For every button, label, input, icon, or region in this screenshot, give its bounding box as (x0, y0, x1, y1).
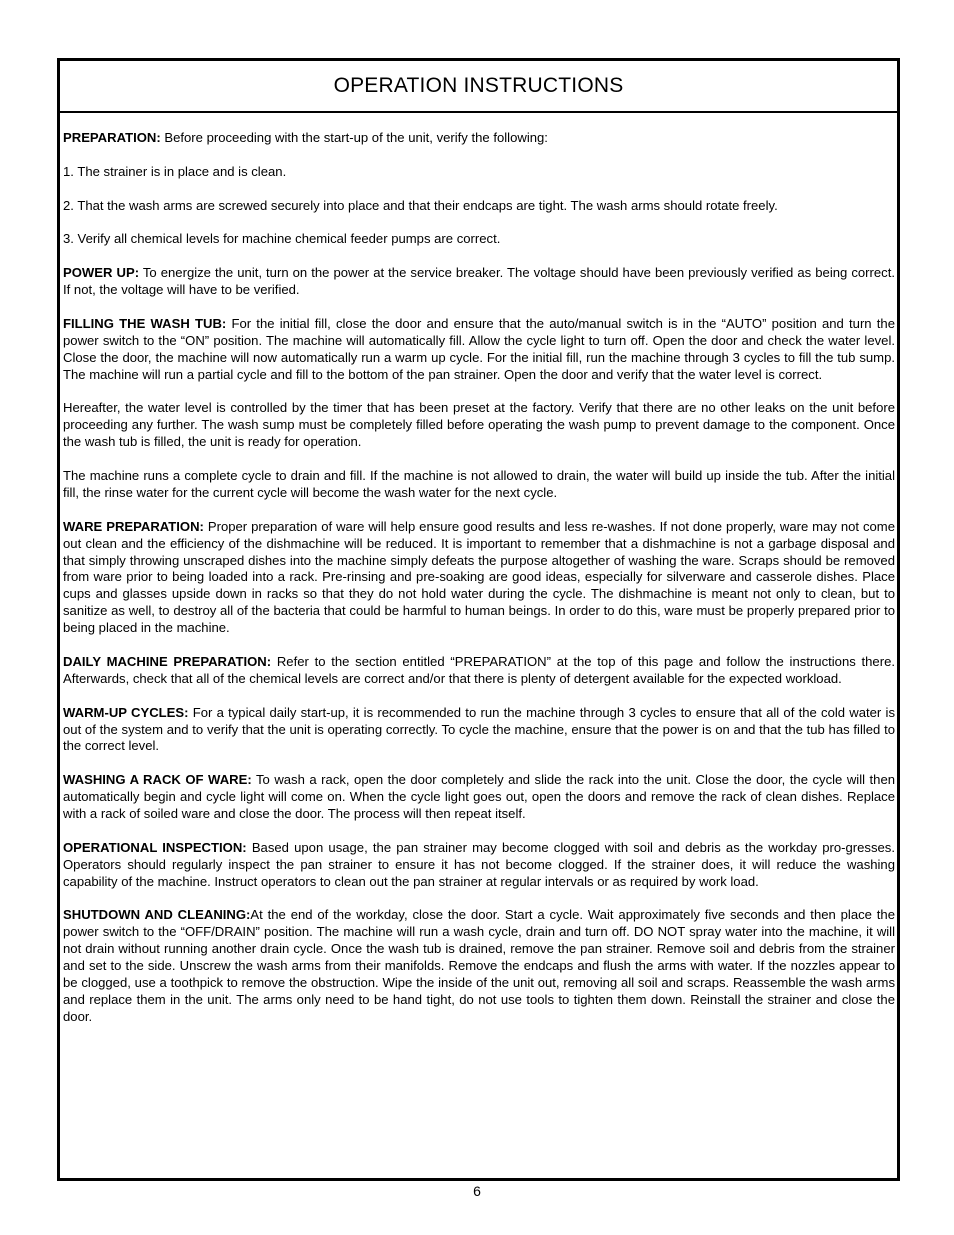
section-text: Before proceeding with the start-up of the unit, verify the following: (160, 130, 548, 145)
section-preparation (63, 130, 895, 147)
section-text: 1. The strainer is in place and is clean. (63, 163, 287, 179)
section-operational-inspection (63, 840, 895, 891)
section-text: To energize the unit, turn on the power at the service breaker. The voltage should have been previously verified as being correct. If not, the voltage will have to be verified. (63, 265, 895, 298)
section-heading: WARM-UP CYCLES: (63, 704, 189, 720)
paragraph-water-level (63, 400, 895, 451)
section-text: 2. That the wash arms are screwed securely into place and that their endcaps are tight. The wash arms should rotate freely. (63, 197, 778, 213)
section-heading: WARE PREPARATION: (63, 518, 204, 534)
section-text: Refer to the section entitled “PREPARATION” at the top of this page and follow the instructions there. Afterwards, check that all of the chemical levels are correct and/or that there is plenty of detergent available for the expected workload. (63, 653, 895, 686)
checklist-item-2 (63, 198, 895, 215)
section-text: For a typical daily start-up, it is recommended to run the machine through 3 cycles to ensure that all of the cold water is out of the system and to verify that the unit is operating correctly. To cycle the machine, ensure that the power is on and that the tub has filled to the correct level. (63, 704, 895, 754)
section-heading: SHUTDOWN AND CLEANING: (63, 907, 251, 923)
section-daily-machine-preparation (63, 654, 895, 688)
section-text: At the end of the workday, close the door. Start a cycle. Wait approximately five seconds and then place the power switch to the “OFF/DRAIN” position. The machine will run a wash cycle, drain and turn off. DO NOT spray water into the machine, it will not drain without running another drain cycle. Once the wash tub is drained, remove the pan strainer. Remove soil and debris from the strainer and set to the side. Unscrew the wash arms from their manifolds. Remove the endcaps and flush the arms with water. If the nozzles appear to be clogged, use a toothpick to remove the obstruction. Wipe the inside of the unit out, removing all soil and scraps. Reassemble the wash arms and replace them in the unit. The arms only need to be hand tight, do not use tools to tighten them down. Reinstall the strainer and close the door. (63, 907, 895, 1024)
section-text: For the initial fill, close the door and ensure that the auto/manual switch is in the “AUTO” position and turn the power switch to the “ON” position. The machine will automatically fill. Allow the cycle light to turn off. Open the door and check the water level. Close the door, the machine will now automatically run a warm up cycle. For the initial fill, run the machine through 3 cycles to fill the tub sump. The machine will run a partial cycle and fill to the bottom of the pan strainer. Open the door and verify that the water level is correct. (63, 315, 895, 382)
checklist-item-3 (63, 231, 895, 248)
section-warm-up-cycles (63, 705, 895, 756)
paragraph-drain-fill (63, 468, 895, 502)
section-washing-rack (63, 772, 895, 823)
section-text: To wash a rack, open the door completely and slide the rack into the unit. Close the door, the cycle will then automatically begin and cycle light will come on. When the cycle light goes out, open the doors and remove the rack of clean dishes. Replace with a rack of soiled ware and close the door. The process will then repeat itself. (63, 772, 896, 822)
section-text: Proper preparation of ware will help ensure good results and less re-washes. If not done properly, ware may not come out clean and the efficiency of the dishmachine will be reduced. It is important to remember that a dishmachine is not a garbage disposal and that simply throwing unscraped dishes into the machine simply defeats the purpose altogether of washing the ware. Scraps should be removed from ware prior to being loaded into a rack. Pre-rinsing and pre-soaking are good ideas, especially for silverware and casserole dishes. Place cups and glasses upside down in racks so that they do not hold water during the cycle. The dishmachine is meant not only to clean, but to sanitize as well, to destroy all of the bacteria that could be harmful to human beings. In order to do this, ware must be properly prepared prior to being placed in the machine. (63, 518, 895, 636)
section-text: 3. Verify all chemical levels for machine chemical feeder pumps are correct. (63, 231, 501, 247)
section-heading: FILLING THE WASH TUB: (63, 315, 227, 331)
section-text: Based upon usage, the pan strainer may become clogged with soil and debris as the workday pro-gresses. Operators should regularly inspect the pan strainer to ensure it has not become clogged. If the strainer does, it will reduce the washing capability of the machine. Instruct operators to clean out the pan strainer at regular intervals or as required by work load. (63, 839, 895, 889)
page-title: OPERATION INSTRUCTIONS (60, 61, 897, 113)
instructions-body (60, 113, 897, 1026)
page-number: 6 (473, 1183, 481, 1199)
instructions-frame (57, 58, 900, 1181)
section-ware-preparation (63, 519, 895, 637)
section-heading: PREPARATION: (63, 130, 161, 145)
section-heading: POWER UP: (63, 265, 140, 281)
section-heading: OPERATIONAL INSPECTION: (63, 839, 247, 855)
section-text: Hereafter, the water level is controlled by the timer that has been preset at the factory. Verify that there are no other leaks on the unit before proceeding any further. The wash sump must be completely filled before operating the wash pump to prevent damage to the component. Once the wash tub is filled, the unit is ready for operation. (63, 400, 895, 450)
section-heading: DAILY MACHINE PREPARATION: (63, 653, 272, 669)
section-text: The machine runs a complete cycle to drain and fill. If the machine is not allowed to drain, the water will build up inside the tub. After the initial fill, the rinse water for the current cycle will become the wash water for the next cycle. (63, 468, 895, 500)
section-filling-wash-tub (63, 316, 895, 384)
section-power-up (63, 265, 895, 299)
section-shutdown-cleaning (63, 907, 895, 1025)
section-heading: WASHING A RACK OF WARE: (63, 772, 252, 788)
checklist-item-1 (63, 164, 895, 181)
